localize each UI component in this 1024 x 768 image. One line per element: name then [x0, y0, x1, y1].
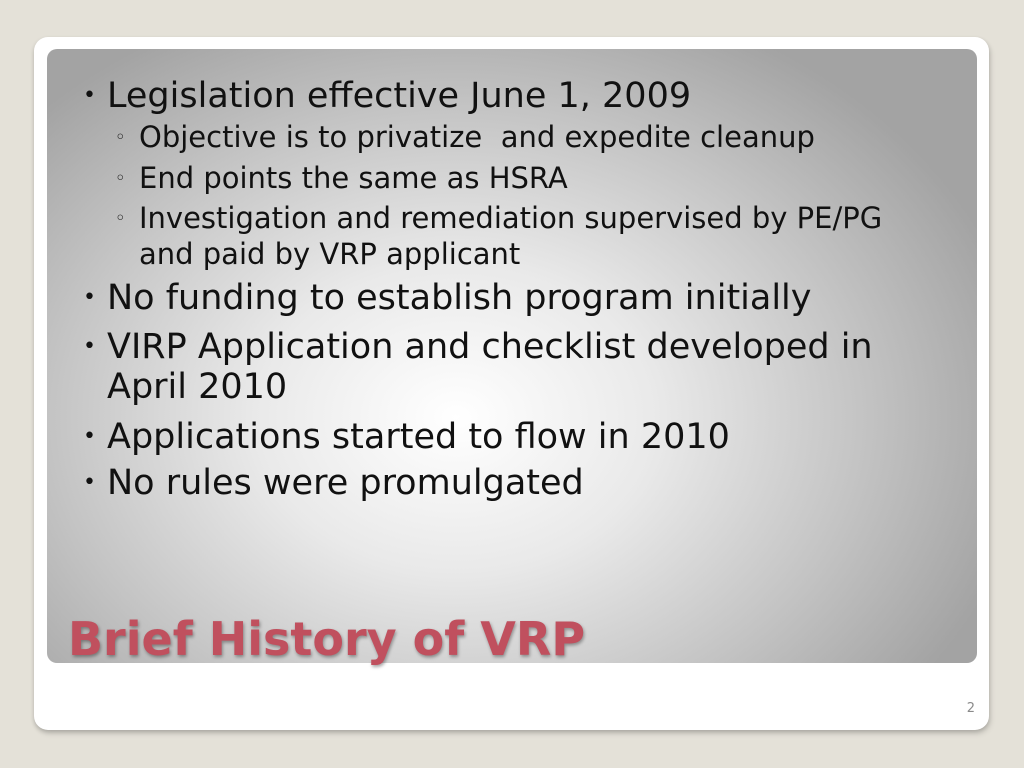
bullet-text: No funding to establish program initially: [107, 278, 812, 318]
bullet-item-2: [83, 278, 937, 318]
bullet-item-4: [83, 417, 937, 457]
bullet-text: Applications started to flow in 2010: [107, 417, 730, 457]
sub-bullet-item-1: [115, 119, 939, 155]
bullet-icon: •: [83, 424, 96, 449]
sub-bullet-text: Objective is to privatize and expedite cleanup: [139, 120, 815, 154]
content-panel: [47, 49, 977, 663]
bullet-icon: •: [83, 334, 96, 359]
bullet-text: VIRP Application and checklist developed in April 2010: [107, 327, 873, 407]
sub-bullet-icon: ◦: [115, 168, 126, 189]
bullet-icon: •: [83, 470, 96, 495]
bullet-icon: •: [83, 285, 96, 310]
sub-bullet-text: End points the same as HSRA: [139, 161, 568, 195]
slide-title: Brief History of VRP: [68, 612, 586, 666]
page-number: 2: [966, 701, 975, 716]
sub-bullet-text: Investigation and remediation supervised by PE/PG and paid by VRP applicant: [139, 201, 883, 271]
sub-bullet-icon: ◦: [115, 127, 126, 148]
sub-bullet-item-2: [115, 160, 939, 196]
bullet-item-1: [83, 76, 937, 116]
bullet-icon: •: [83, 83, 96, 108]
bullet-item-3: [83, 327, 937, 407]
bullet-text: No rules were promulgated: [107, 463, 584, 503]
sub-bullet-icon: ◦: [115, 208, 126, 229]
bullet-text: Legislation effective June 1, 2009: [107, 76, 692, 116]
sub-bullet-item-3: [115, 200, 939, 272]
slide-frame: [34, 37, 989, 730]
bullet-item-5: [83, 463, 937, 503]
